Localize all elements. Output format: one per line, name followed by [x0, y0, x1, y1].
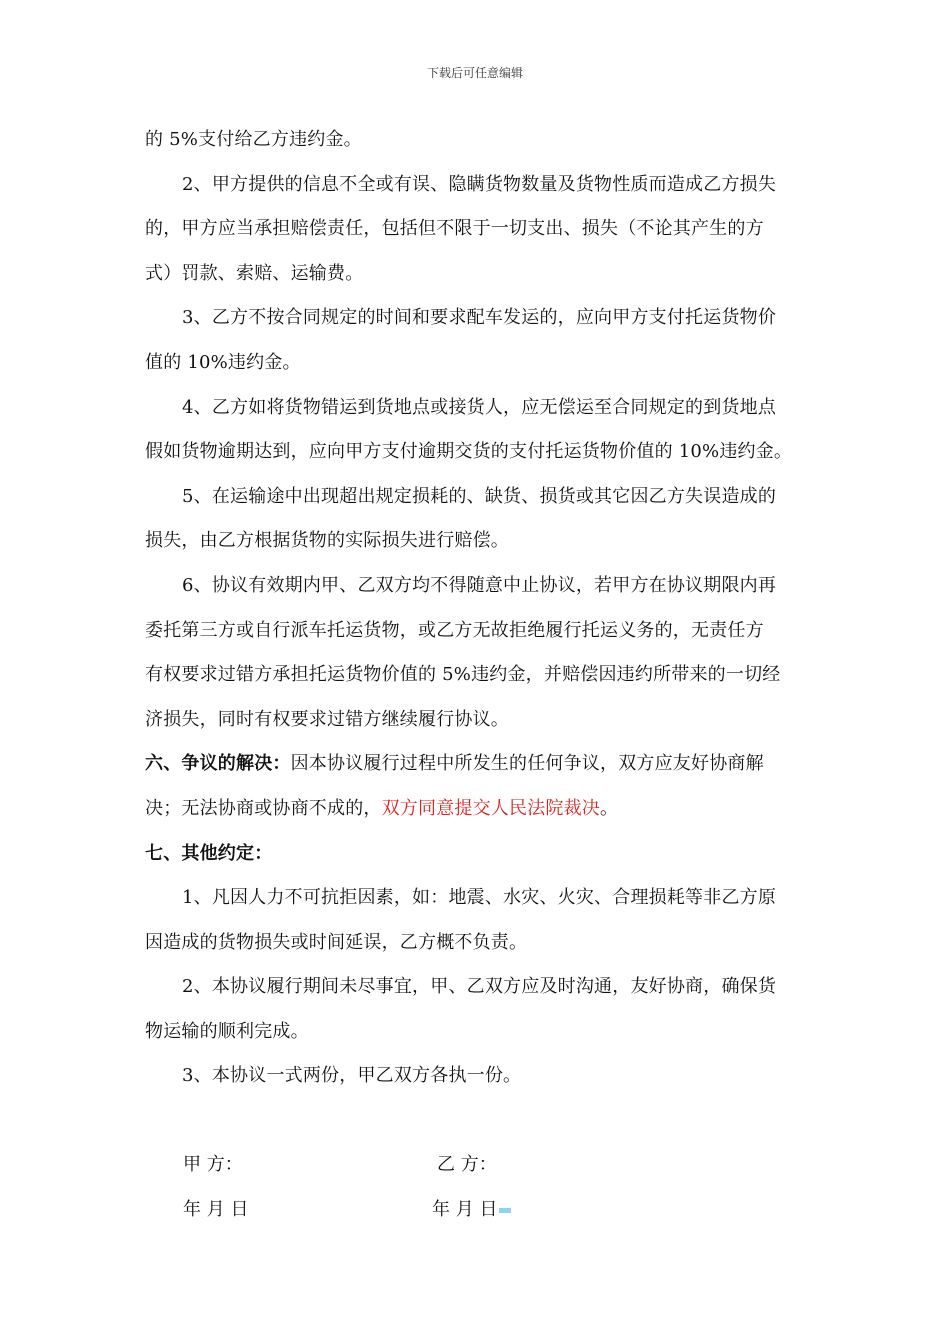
section-title: 六、争议的解决： [145, 753, 291, 775]
document-body [145, 118, 810, 1099]
paragraph-line: 的 5%支付给乙方违约金。 [145, 129, 362, 150]
paragraph-line: 3、本协议一式两份，甲乙双方各执一份。 [182, 1065, 522, 1087]
paragraph-line: 2、甲方提供的信息不全或有误、隐瞒货物数量及货物性质而造成乙方损失 [182, 173, 777, 195]
paragraph-line: 式）罚款、索赔、运输费。 [145, 262, 364, 284]
section-heading-other [145, 832, 810, 877]
paragraph-line: 物运输的顺利完成。 [145, 1020, 309, 1042]
paragraph-line: 2、本协议履行期间未尽事宜，甲、乙双方应及时沟通，友好协商，确保货 [182, 976, 777, 998]
highlighted-text: 双方同意提交人民法院裁决 [381, 797, 601, 819]
paragraph-line: 值的 10%违约金。 [145, 351, 301, 373]
paragraph-line: 4、乙方如将货物错运到货地点或接货人，应无偿运至合同规定的到货地点 [182, 396, 777, 418]
page-header: 下载后可任意编辑 [426, 66, 523, 80]
paragraph-line: 5、在运输途中出现超出规定损耗的、缺货、损货或其它因乙方失误造成的 [182, 485, 777, 507]
paragraph-line: 济损失，同时有权要求过错方继续履行协议。 [145, 708, 509, 730]
party-a-date: 年 月 日 [183, 1199, 249, 1220]
party-b-label: 乙 方： [437, 1154, 497, 1175]
paragraph-line: 委托第三方或自行派车托运货物，或乙方无故拒绝履行托运义务的，无责任方 [145, 619, 764, 641]
paragraph-line: 6、协议有效期内甲、乙双方均不得随意中止协议，若甲方在协议期限内再 [182, 574, 777, 596]
paragraph-line: 损失，由乙方根据货物的实际损失进行赔偿。 [145, 530, 509, 552]
party-b-date: 年 月 日 [432, 1195, 511, 1221]
text-cursor-icon [499, 1208, 511, 1213]
party-a-label: 甲 方： [183, 1154, 243, 1175]
paragraph-line: 3、乙方不按合同规定的时间和要求配车发运的，应向甲方支付托运货物价 [182, 307, 777, 329]
paragraph-line: 假如货物逾期达到，应向甲方支付逾期交货的支付托运货物价值的 10%违约金。 [145, 441, 793, 463]
paragraph-line: 因造成的货物损失或时间延误，乙方概不负责。 [145, 931, 528, 953]
section-title: 七、其他约定： [145, 842, 273, 864]
section-heading-dispute: 六、争议的解决：因本协议履行过程中所发生的任何争议，双方应友好协商解 [145, 753, 764, 775]
paragraph-line: 决；无法协商或协商不成的，双方同意提交人民法院裁决。 [145, 797, 619, 819]
paragraph-line: 有权要求过错方承担托运货物价值的 5%违约金，并赔偿因违约所带来的一切经 [145, 664, 781, 686]
paragraph-line: 的，甲方应当承担赔偿责任，包括但不限于一切支出、损失（不论其产生的方 [145, 218, 764, 240]
paragraph-line: 1、凡因人力不可抗拒因素，如：地震、水灾、火灾、合理损耗等非乙方原 [182, 887, 777, 909]
